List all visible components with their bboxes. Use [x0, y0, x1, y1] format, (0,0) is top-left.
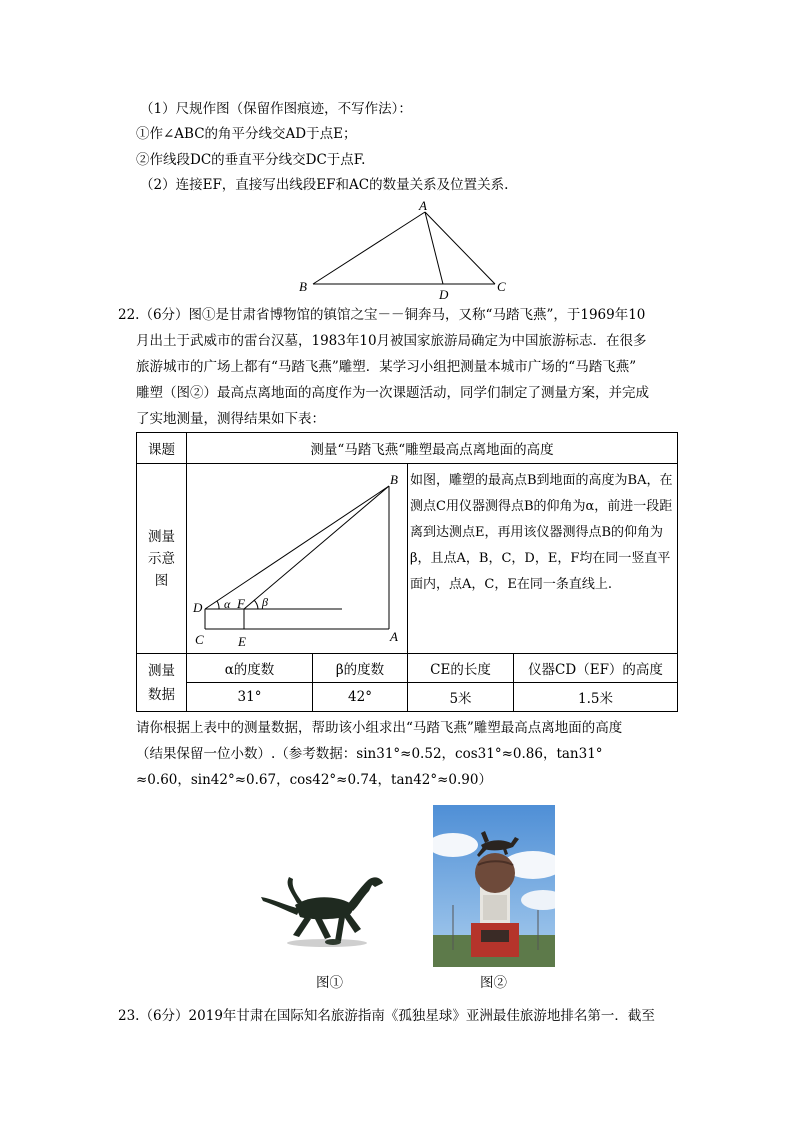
- label-b: B: [299, 279, 307, 294]
- caption-figure-2: 图②: [480, 975, 507, 991]
- val-beta: 42°: [313, 683, 408, 712]
- q22-line1: 22.（6分）图①是甘肃省博物馆的镇馆之宝－－铜奔马，又称“马踏飞燕”，于1969年10: [118, 307, 646, 323]
- q22-line5: 了实地测量，测得结果如下表：: [136, 411, 325, 427]
- sight-line-db: [205, 486, 389, 609]
- q21-step1: ①作∠ABC的角平分线交AD于点E；: [136, 126, 357, 142]
- q22-ask3: ≈0.60，sin42°≈0.67，cos42°≈0.74，tan42°≈0.90）: [136, 772, 492, 788]
- label-a: A: [419, 198, 427, 213]
- triangle-figure: [290, 196, 520, 300]
- alpha-arc: [217, 601, 219, 609]
- q21-part2: （2）连接EF，直接写出线段EF和AC的数量关系及位置关系.: [140, 177, 509, 193]
- topic-cell: 测量“马踏飞燕“雕塑最高点离地面的高度: [187, 433, 678, 464]
- header-data: [137, 654, 187, 712]
- val-ce: 5米: [408, 683, 514, 712]
- q23-line1: 23.（6分）2019年甘肃在国际知名旅游指南《孤独星球》亚洲最佳旅游地排名第一．截至: [118, 1008, 655, 1024]
- diagram-cell: [187, 464, 408, 654]
- header-diagram: [137, 464, 187, 654]
- q21-step2: ②作线段DC的垂直平分线交DC于点F.: [136, 152, 366, 168]
- description-cell: [408, 464, 678, 654]
- beta-arc: [254, 600, 258, 609]
- val-height: 1.5米: [514, 683, 678, 712]
- measurement-diagram: [187, 464, 408, 654]
- side-ac: [425, 212, 495, 284]
- q22-line3: 旅游城市的广场上都有“马踏飞燕”雕塑．某学习小组把测量本城市广场的“马踏飞燕”: [136, 359, 637, 375]
- sight-line-fb: [244, 486, 389, 609]
- label-alpha: α: [224, 597, 231, 611]
- label-e: E: [238, 634, 246, 649]
- side-ab: [313, 212, 425, 284]
- label-beta: β: [262, 595, 268, 609]
- col-ce: CE的长度: [408, 654, 514, 683]
- label-d: D: [193, 600, 203, 615]
- label-d: D: [439, 287, 449, 300]
- label-a: A: [390, 629, 398, 644]
- segment-ad: [425, 212, 443, 284]
- header-data-text: 测量数据: [148, 662, 175, 703]
- col-alpha: α的度数: [187, 654, 313, 683]
- q22-line4: 雕塑（图②）最高点离地面的高度作为一次课题活动，同学们制定了测量方案，并完成: [136, 385, 649, 401]
- label-c: C: [497, 279, 506, 294]
- col-beta: β的度数: [313, 654, 408, 683]
- q22-line2: 月出土于武威市的雷台汉墓，1983年10月被国家旅游局确定为中国旅游标志．在很多: [136, 333, 647, 349]
- q21-part1: （1）尺规作图（保留作图痕迹，不写作法）：: [140, 101, 412, 117]
- header-topic: 课题: [137, 433, 187, 464]
- sculpture-photo: [433, 805, 555, 967]
- bronze-horse-image: [255, 865, 390, 950]
- header-diagram-text: 测量示意图: [148, 528, 175, 589]
- label-f: F: [237, 596, 245, 611]
- val-alpha: 31°: [187, 683, 313, 712]
- caption-figure-1: 图①: [316, 975, 343, 991]
- description-text: 如图，雕塑的最高点B到地面的高度为BA，在测点C用仪器测得点B的仰角为α，前进一段距离到达测点E，再用该仪器测得点B的仰角为β，且点A，B，C，D，E，F均在同一竖直平面内，点A，C，E在同一条直线上.: [410, 473, 673, 592]
- col-height: 仪器CD（EF）的高度: [514, 654, 678, 683]
- q22-ask2: （结果保留一位小数）.（参考数据：sin31°≈0.52，cos31°≈0.86，tan31°: [136, 746, 603, 762]
- measurement-table: [136, 432, 678, 712]
- label-c: C: [195, 632, 204, 647]
- label-b: B: [390, 472, 398, 487]
- q22-ask1: 请你根据上表中的测量数据，帮助该小组求出“马踏飞燕”雕塑最高点离地面的高度: [136, 720, 623, 736]
